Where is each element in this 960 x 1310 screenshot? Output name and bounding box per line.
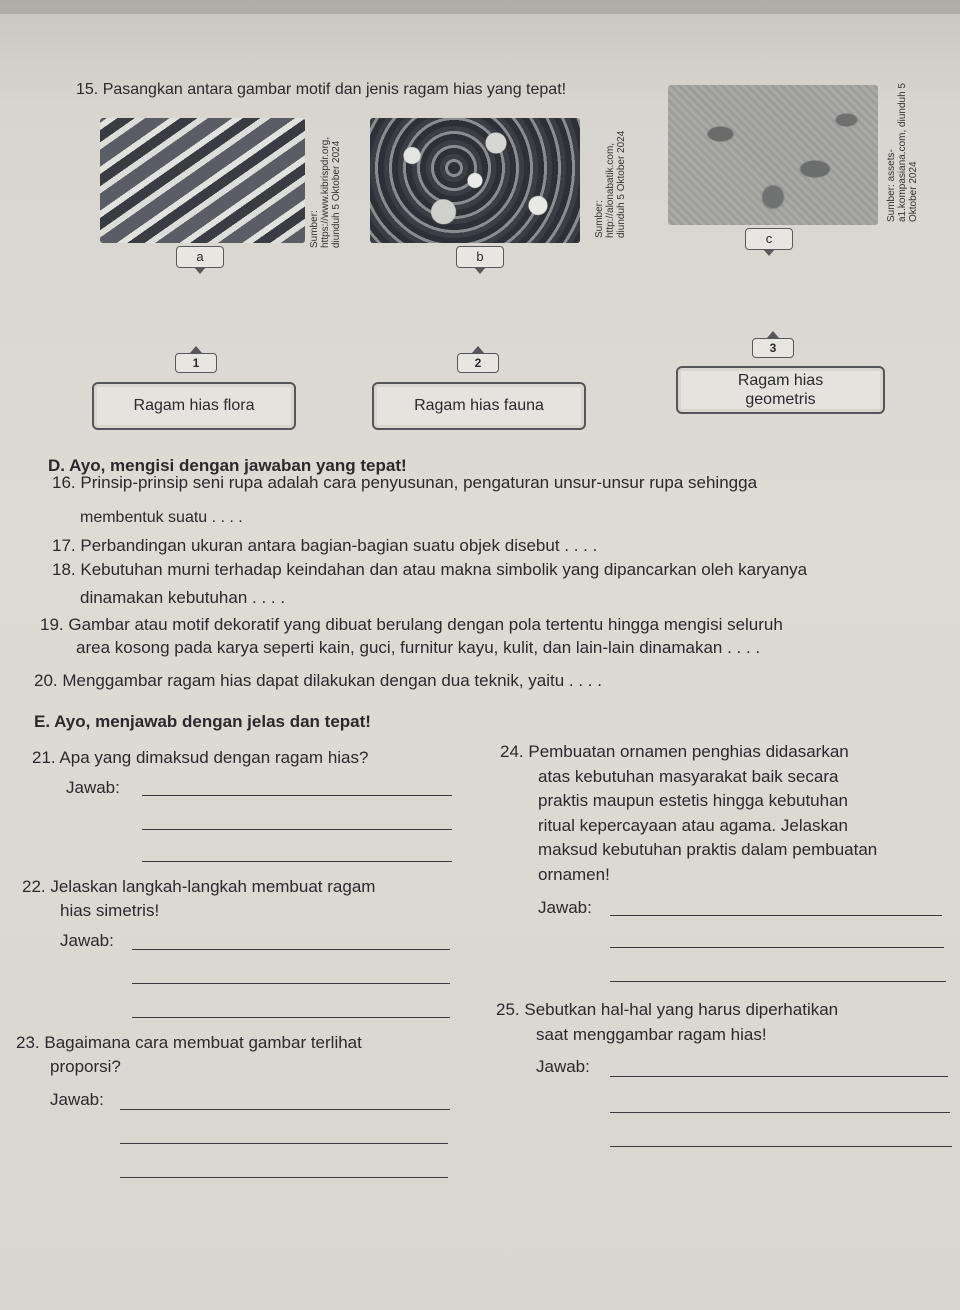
label-text-3a: Ragam hias [737,372,824,389]
q25-line-2: saat menggambar ragam hias! [536,1025,767,1044]
label-box-3 [676,366,885,414]
label-number-3: 3 [752,338,794,358]
q23-answer-line-1[interactable] [120,1109,450,1110]
q24-answer-line-1[interactable] [610,915,942,916]
q24-line-1: 24. Pembuatan ornamen penghias didasarkan [500,742,849,761]
q24-answer-line-2[interactable] [610,947,944,948]
q22-answer-label: Jawab: [60,931,114,950]
q18-line-2: dinamakan kebutuhan . . . . [80,588,286,607]
q16-line-1: 16. Prinsip-prinsip seni rupa adalah cara penyusunan, pengaturan unsur-unsur rupa sehingga [52,473,758,492]
section-d-heading: D. Ayo, mengisi dengan jawaban yang tepat! [48,456,407,475]
q21: 21. Apa yang dimaksud dengan ragam hias? [32,748,369,767]
label-number-2: 2 [457,353,499,373]
motif-image-a [100,118,305,243]
q24-line-5: maksud kebutuhan praktis dalam pembuatan [538,840,878,859]
q24-line-2: atas kebutuhan masyarakat baik secara [538,767,839,786]
label-box-2 [372,382,586,430]
image-source-a: Sumber: https://www.kibrispdr.org, diunduh 5 Oktober 2024 [309,136,342,248]
q22-line-2: hias simetris! [60,901,160,920]
q19-line-1: 19. Gambar atau motif dekoratif yang dibuat berulang dengan pola tertentu hingga mengisi seluruh [40,615,783,634]
q20: 20. Menggambar ragam hias dapat dilakukan dengan dua teknik, yaitu . . . . [34,671,602,690]
label-text-1: Ragam hias flora [133,397,255,414]
motif-image-b [370,118,580,243]
q25-answer-line-2[interactable] [610,1112,950,1113]
q24-answer-label: Jawab: [538,898,592,917]
q16-line-2: membentuk suatu . . . . [80,509,243,526]
question-15: 15. Pasangkan antara gambar motif dan jenis ragam hias yang tepat! [76,81,567,98]
image-tag-c: c [745,228,793,250]
q21-answer-line-3[interactable] [142,861,452,862]
q21-answer-line-2[interactable] [142,829,452,830]
q22-answer-line-3[interactable] [132,1017,450,1018]
q23-answer-line-2[interactable] [120,1143,448,1144]
image-tag-b: b [456,246,504,268]
q18-line-1: 18. Kebutuhan murni terhadap keindahan dan atau makna simbolik yang dipancarkan oleh karyanya [52,560,808,579]
q23-answer-line-3[interactable] [120,1177,448,1178]
q23-line-1: 23. Bagaimana cara membuat gambar terlihat [16,1033,362,1052]
section-e-heading: E. Ayo, menjawab dengan jelas dan tepat! [34,712,371,731]
image-tag-a: a [176,246,224,268]
q25-answer-line-3[interactable] [610,1146,952,1147]
label-text-2: Ragam hias fauna [414,397,544,414]
q23-answer-label: Jawab: [50,1090,104,1109]
motif-image-c [668,85,878,225]
q22-line-1: 22. Jelaskan langkah-langkah membuat ragam [22,877,376,896]
q24-line-3: praktis maupun estetis hingga kebutuhan [538,791,848,810]
q24-line-6: ornamen! [538,865,610,884]
label-text-3b: geometris [745,391,816,408]
page-top-edge [0,0,960,14]
q25-line-1: 25. Sebutkan hal-hal yang harus diperhatikan [496,1000,839,1019]
q22-answer-line-1[interactable] [132,949,450,950]
label-number-1: 1 [175,353,217,373]
q21-answer-line-1[interactable] [142,795,452,796]
q23-line-2: proporsi? [50,1057,121,1076]
image-source-b: Sumber: http://alonabatik.com, diunduh 5 Oktober 2024 [594,130,627,238]
label-box-1 [92,382,296,430]
q17: 17. Perbandingan ukuran antara bagian-bagian suatu objek disebut . . . . [52,536,598,555]
q21-answer-label: Jawab: [66,778,120,797]
q25-answer-label: Jawab: [536,1057,590,1076]
q24-answer-line-3[interactable] [610,981,946,982]
q24-line-4: ritual kepercayaan atau agama. Jelaskan [538,816,848,835]
image-source-c: Sumber: assets-a1.kompasiana.com, diunduh 5 Oktober 2024 [886,83,919,222]
q22-answer-line-2[interactable] [132,983,450,984]
q19-line-2: area kosong pada karya seperti kain, guci, furnitur kayu, kulit, dan lain-lain dinamakan . . . . [76,638,761,657]
q25-answer-line-1[interactable] [610,1076,948,1077]
